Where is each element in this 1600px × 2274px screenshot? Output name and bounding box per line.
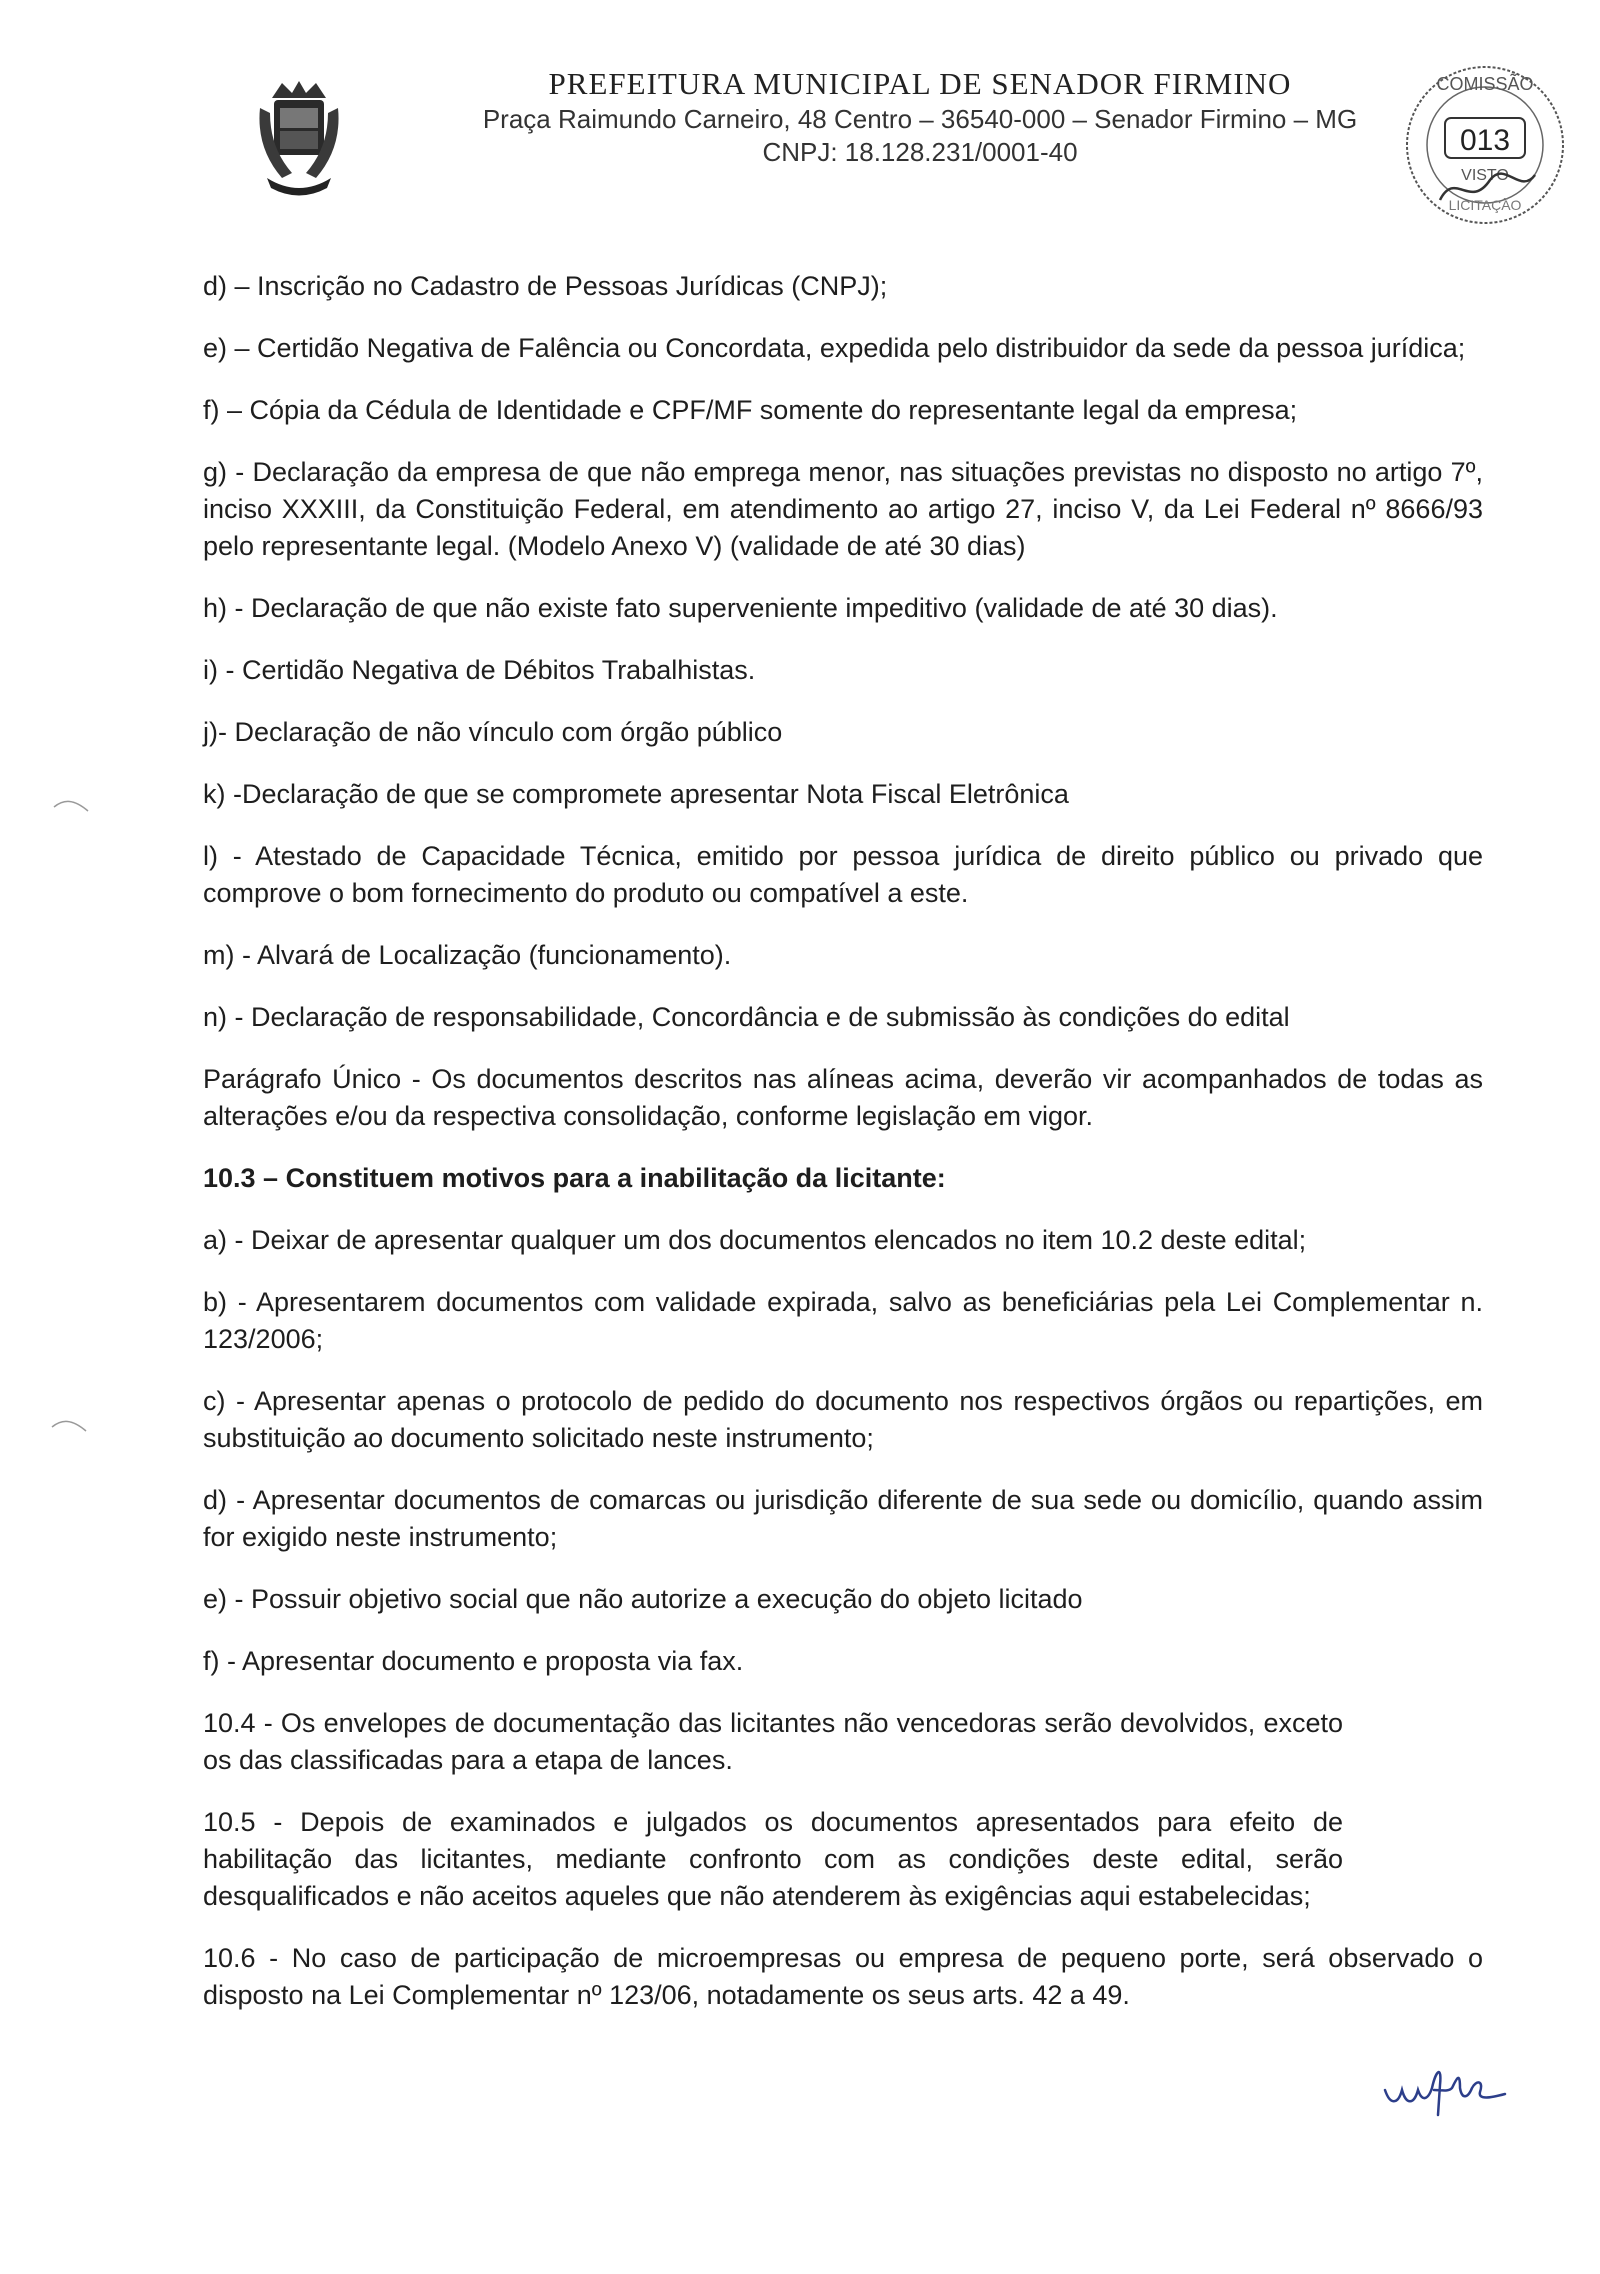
motivo-b: b) - Apresentarem documentos com validade expirada, salvo as beneficiárias pela Lei Complementar n. 123/2006; bbox=[203, 1287, 1483, 1354]
commission-stamp bbox=[1400, 60, 1570, 230]
paragrafo-unico: Parágrafo Único - Os documentos descritos nas alíneas acima, deverão vir acompanhados de todas as alterações e/ou da respectiva consolidação, conforme legislação em vigor. bbox=[203, 1064, 1483, 1131]
stamp-mid-text: VISTO bbox=[1461, 167, 1509, 184]
municipal-crest-icon bbox=[252, 78, 346, 198]
document-body bbox=[203, 268, 1483, 2039]
item-m-alvara: m) - Alvará de Localização (funcionamento). bbox=[203, 940, 732, 970]
item-j-nao-vinculo: j)- Declaração de não vínculo com órgão público bbox=[203, 717, 783, 747]
margin-mark bbox=[52, 795, 92, 815]
stamp-page-number: 013 bbox=[1459, 124, 1511, 157]
clause-10-5: 10.5 - Depois de examinados e julgados os documentos apresentados para efeito de habilitação das licitantes, mediante confronto com as condições deste edital, serão desqualificados e não aceitos aqueles que não atenderem às exigências aqui estabelecidas; bbox=[203, 1807, 1343, 1911]
stamp-top-text: COMISSÃO bbox=[1436, 74, 1534, 94]
organization-name: PREFEITURA MUNICIPAL DE SENADOR FIRMINO bbox=[548, 66, 1292, 101]
item-n-responsabilidade: n) - Declaração de responsabilidade, Concordância e de submissão às condições do edital bbox=[203, 1002, 1290, 1032]
organization-cnpj: CNPJ: 18.128.231/0001-40 bbox=[762, 137, 1078, 167]
motivo-c: c) - Apresentar apenas o protocolo de pedido do documento nos respectivos órgãos ou repartições, em substituição ao documento solicitado neste instrumento; bbox=[203, 1386, 1483, 1453]
item-i-cndt: i) - Certidão Negativa de Débitos Trabalhistas. bbox=[203, 655, 756, 685]
clause-10-4: 10.4 - Os envelopes de documentação das licitantes não vencedoras serão devolvidos, exceto os das classificadas para a etapa de lances. bbox=[203, 1708, 1343, 1775]
item-k-nota-fiscal: k) -Declaração de que se compromete apresentar Nota Fiscal Eletrônica bbox=[203, 779, 1069, 809]
motivo-a: a) - Deixar de apresentar qualquer um dos documentos elencados no item 10.2 deste edital; bbox=[203, 1225, 1307, 1255]
motivo-e: e) - Possuir objetivo social que não autorize a execução do objeto licitado bbox=[203, 1584, 1083, 1614]
item-d-cnpj: d) – Inscrição no Cadastro de Pessoas Jurídicas (CNPJ); bbox=[203, 271, 888, 301]
motivo-d: d) - Apresentar documentos de comarcas ou jurisdição diferente de sua sede ou domicílio, quando assim for exigido neste instrumento; bbox=[203, 1485, 1483, 1552]
clause-10-6: 10.6 - No caso de participação de microempresas ou empresa de pequeno porte, será observado o disposto na Lei Complementar nº 123/06, notadamente os seus arts. 42 a 49. bbox=[203, 1943, 1483, 2010]
handwritten-initials bbox=[1380, 2050, 1510, 2120]
item-g-declaracao-menor: g) - Declaração da empresa de que não emprega menor, nas situações previstas no disposto no artigo 7º, inciso XXXIII, da Constituição Federal, em atendimento ao artigo 27, inciso V, da Lei Federal nº 8666/93 pelo representante legal. (Modelo Anexo V) (validade de até 30 dias) bbox=[203, 457, 1483, 561]
organization-address: Praça Raimundo Carneiro, 48 Centro – 36540-000 – Senador Firmino – MG bbox=[482, 104, 1358, 134]
motivo-f: f) - Apresentar documento e proposta via fax. bbox=[203, 1646, 744, 1676]
item-f-identidade: f) – Cópia da Cédula de Identidade e CPF/MF somente do representante legal da empresa; bbox=[203, 395, 1298, 425]
stamp-bottom-text: LICITAÇÃO bbox=[1448, 197, 1522, 213]
section-heading-10-3: 10.3 – Constituem motivos para a inabilitação da licitante: bbox=[203, 1163, 946, 1193]
item-h-fato-superveniente: h) - Declaração de que não existe fato superveniente impeditivo (validade de até 30 dias). bbox=[203, 593, 1278, 623]
margin-mark bbox=[50, 1415, 90, 1435]
letterhead bbox=[0, 50, 1600, 213]
item-l-capacidade-tecnica: l) - Atestado de Capacidade Técnica, emitido por pessoa jurídica de direito público ou privado que comprove o bom fornecimento do produto ou compatível a este. bbox=[203, 841, 1483, 908]
item-e-certidao-falencia: e) – Certidão Negativa de Falência ou Concordata, expedida pelo distribuidor da sede da pessoa jurídica; bbox=[203, 333, 1466, 363]
